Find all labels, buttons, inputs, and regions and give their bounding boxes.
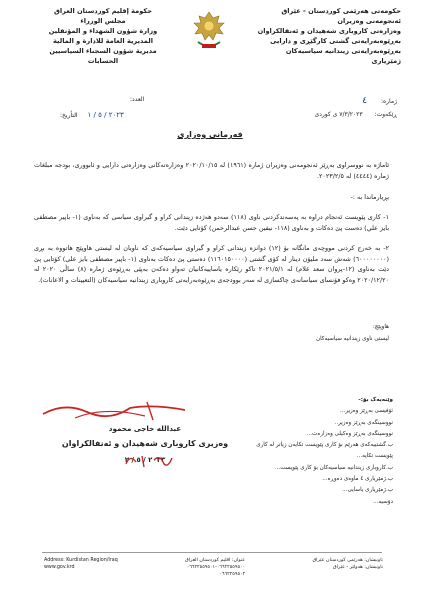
cc-item: ب.کاروباری زیندانیە سیاسیەکان بۆ کاری پێویست... [274,464,393,471]
date-label-kurdish: ڕێکەوت: [374,111,397,118]
header-kurdish-line5: بەڕێوەبەرایەتی زیندانیە سیاسیەکان [285,47,401,55]
signature-scribble [35,396,195,426]
decision-label: بڕیارماندا بە :- [350,193,389,201]
number-value-kurdish: ٤ [362,96,368,106]
footer-arabic-address: عنوان: اقليم كوردستان العراق [185,558,246,563]
header-kurdish-line4: بەڕێوەبەرایەتی گشتی کارگێڕی و دارایی [270,37,401,45]
signatory-name: عبدالله حاجی محمود [108,424,182,433]
header-arabic-line1: حكومة إقليم كوردستان العراق [54,7,152,15]
footer-arabic [185,557,245,578]
footer [0,555,423,585]
attachment-value: لیستی ناوی زیندانیە سیاسیەکان [315,336,389,342]
header-kurdish-line6: ژمێریاری [371,57,401,65]
header-arabic-line4: المديرية العامة للادارة و المالية [53,37,153,45]
number-field-arabic [130,96,144,103]
footer-kurdish-address: ناونیشان: هەرێمی کوردستان عێراق [312,558,383,563]
header-arabic-line3: وزارة شؤون الشهداء و المؤنفلين [48,27,158,35]
attachment-label: هاوپێچ: [372,324,389,330]
decision-item-1: ١- کاری پێویست ئەنجام دراوە بە پەسەندکردنی ناوی (١١٨) سەدو هەژدە زیندانی کراو و گیراوی سیاسی کە بەناوی (١- باپیر مصطفى بایز علي) دەست پێ دەکات و بەناوی (١١٨- نيفين حسن عبدالرحمن) کۆتایی دێت. [34,213,389,232]
kurdistan-emblem-logo [188,8,230,52]
handwritten-date [120,452,180,470]
cc-item: ب.گشتییەکەی هەرێم بۆ کاری پێویست تکایەن زیاتر لە کاری پێویست تکایە... [256,442,393,460]
date-label-arabic: التأريخ: [60,112,78,119]
header-arabic-line2: مجلس الوزراء [80,17,126,25]
cc-list [243,395,393,508]
cc-label: وێنەیەک بۆ:- [358,397,393,403]
header-arabic-line6: الحسابات [87,57,119,65]
footer-english-address: Address: Kurdistan Region/Iraq [44,558,118,563]
footer-english [44,557,118,571]
footer-kurdish-location: ناونیشان: هەولێر - عێراق [332,565,383,570]
header-arabic-line5: مديرية شؤون السجناء السياسيين [49,47,157,55]
date-value-arabic: ٢٠٢٣ / ٥ / ١ [87,111,124,119]
cc-item: ب.ژمێریاری یاسایی... [342,487,393,494]
decision-item-2: ٢- بە خەرج کردنی مووچەی مانگانە بۆ (١٢) دوانزە زیندانی کراو و گیراوی سیاسیەکەی کە ناویان لە لیستی هاوپێچ هاتووە بە بڕی (٦٠٠٠٠٠٠٠٠) شەش سەد ملیۆن دینار لە کۆی گشتی (١١٦٠١٥٠٠٠٠) دەستی پێ دەکات بەناوی (١- باپیر مصطفى بایز علی) کۆتایی پێ دێت بەناوی (١٢-پروان سعد غلام) لە ٢٠٢١/٥/١ تاکو رێکارە یاساییەکانیان تەواو دەکەن بەپێی بەڕێوەی ژمارە (٨) ساڵی ٢٠٢٠ لە ٢٠٢٠/١٢/٢٠ وەکو فۆنسای سیاسانەی چاکسازی لە سەر بوودجەی بەڕێوەبەرایەتی کاروباری زیندانیە سیاسیەکان (التعيينات و الاعانات). [34,244,390,284]
date-value-kurdish: ٧/٣/٢٠٢٣ ی کوردی [314,111,363,118]
number-field-kurdish [362,96,397,106]
footer-english-website: www.gov.krd [44,565,75,570]
header-arabic [28,6,178,66]
cc-item: نووسینگەی بەڕێز وەزیر.. [334,419,393,426]
header-kurdish-line2: ئەنجومەنی وەزیران [337,17,401,25]
intro-paragraph: ئاماژە بە نووسراوی بەڕێز ئەنجومەنی وەزیران ژمارە (١٩٦١) لە ٢٠٢٠/١٠/١٥ وەزارەتەکانی وەزارەتی دارایی و ئابووری، بودجە مبلغات ژمارە (٤٤٤٤) لە ٢٠٢٣/٢/٥. [34,161,389,180]
cc-item: ئۆفیسی بەڕێز وەزیر... [340,408,393,415]
cc-item: نووسینگەی بەڕێز وەکیلی وەزارەت... [306,430,393,437]
header-kurdish-line1: حكومەتی هەرێمی کوردستان - عێراق [281,7,401,15]
number-label-arabic: العدد: [130,96,145,103]
header-kurdish-line3: وەزارەتی کاروباری شەهیدان و ئەنفالکراوان [257,27,401,35]
number-label-kurdish: ژمارە: [380,98,397,105]
signature-date: ٢٠٢٣ / ٥ / ٢ [124,456,166,464]
cc-item: دۆسیە... [373,498,393,505]
signatory-title: وەزیری کاروباری شەهیدان و ئەنفالکراوان [61,439,229,448]
cc-item: ب.ژمێریاری ٤ ماوەی دەوڕە... [322,476,393,483]
footer-arabic-fax: ٠٦٦٢٢٥٩٥٠٢ [219,572,246,577]
date-field-arabic [60,111,124,119]
document-title: فەرمانی وەزاری [177,130,243,139]
footer-kurdish [312,557,383,571]
header-kurdish [251,6,401,66]
footer-arabic-phone: ٠٦٦٢٢٥٥٩٥٠٠-٠٦٦٢٢٥٥٩٥٠١ [186,565,246,570]
date-field-kurdish [315,111,397,118]
footer-divider [42,552,382,553]
